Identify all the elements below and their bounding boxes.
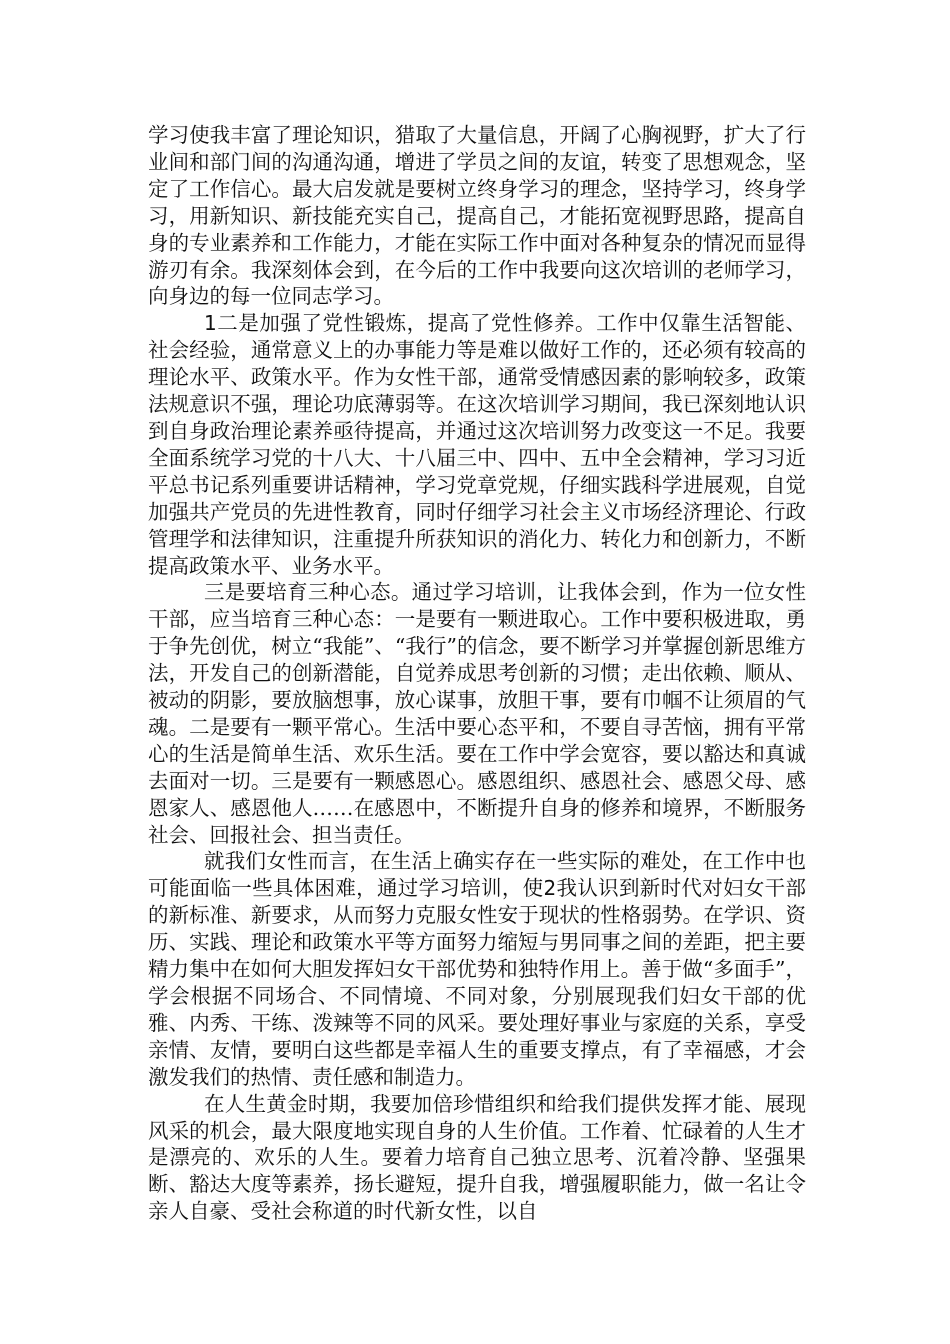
page-number-marker: 1	[204, 311, 217, 336]
document-body	[148, 122, 806, 1225]
paragraph-3: 三是要培育三种心态。通过学习培训，让我体会到，作为一位女性干部，应当培育三种心态：一是要有一颗进取心。工作中要积极进取，勇于争先创优，树立“我能”、“我行”的信念，要不断学习并掌握创新思维方法，开发自己的创新潜能，自觉养成思考创新的习惯；走出依赖、顺从、被动的阴影，要放脑想事，放心谋事，放胆干事，要有巾帼不让须眉的气魂。二是要有一颗平常心。生活中要心态平和，不要自寻苦恼，拥有平常心的生活是简单生活、欢乐生活。要在工作中学会宽容，要以豁达和真诚去面对一切。三是要有一颗感恩心。感恩组织、感恩社会、感恩父母、感恩家人、感恩他人……在感恩中，不断提升自身的修养和境界，不断服务社会、回报社会、担当责任。	[148, 580, 806, 847]
paragraph-4	[148, 848, 806, 1090]
paragraph-4-text-before: 就我们女性而言，在生活上确实存在一些实际的难处，在工作中也可能面临一些具体困难，通过学习培训，使	[148, 849, 806, 901]
paragraph-1: 学习使我丰富了理论知识，猎取了大量信息，开阔了心胸视野，扩大了行业间和部门间的沟通沟通，增进了学员之间的友谊，转变了思想观念，坚定了工作信心。最大启发就是要树立终身学习的理念，坚持学习，终身学习，用新知识、新技能充实自己，提高自己，才能拓宽视野思路，提高自身的专业素养和工作能力，才能在实际工作中面对各种复杂的情况而显得游刃有余。我深刻体会到，在今后的工作中我要向这次培训的老师学习，向身边的每一位同志学习。	[148, 123, 806, 309]
page-number-marker: 2	[543, 876, 557, 901]
paragraph-5: 在人生黄金时期，我要加倍珍惜组织和给我们提供发挥才能、展现风采的机会，最大限度地实现自身的人生价值。工作着、忙碌着的人生才是漂亮的、欢乐的人生。要着力培育自己独立思考、沉着冷静、坚强果断、豁达大度等素养，扬长避短，提升自我，增强履职能力，做一名让令亲人自豪、受社会称道的时代新女性，以自	[148, 1091, 806, 1224]
paragraph-2-text: 二是加强了党性锻炼，提高了党性修养。工作中仅靠生活智能、社会经验，通常意义上的办事能力等是难以做好工作的，还必须有较高的理论水平、政策水平。作为女性干部，通常受情感因素的影响较多，政策法规意识不强，理论功底薄弱等。在这次培训学习期间，我已深刻地认识到自身政治理论素养亟待提高，并通过这次培训努力改变这一不足。我要全面系统学习党的十八大、十八届三中、四中、五中全会精神，学习习近平总书记系列重要讲话精神，学习党章党规，仔细实践科学进展观，自觉加强共产党员的先进性教育，同时仔细学习社会主义市场经济理论、行政管理学和法律知识，注重提升所获知识的消化力、转化力和创新力，不断提高政策水平、业务水平。	[148, 311, 806, 578]
paragraph-4-text-after: 我认识到新时代对妇女干部的新标准、新要求，从而努力克服女性安于现状的性格弱势。在学识、资历、实践、理论和政策水平等方面努力缩短与男同事之间的差距，把主要精力集中在如何大胆发挥妇女干部优势和独特作用上。善于做“多面手”，学会根据不同场合、不同情境、不同对象，分别展现我们妇女干部的优雅、内秀、干练、泼辣等不同的风采。要处理好事业与家庭的关系，享受亲情、友情，要明白这些都是幸福人生的重要支撑点，有了幸福感，才会激发我们的热情、责任感和制造力。	[148, 876, 806, 1089]
paragraph-2	[148, 310, 806, 579]
